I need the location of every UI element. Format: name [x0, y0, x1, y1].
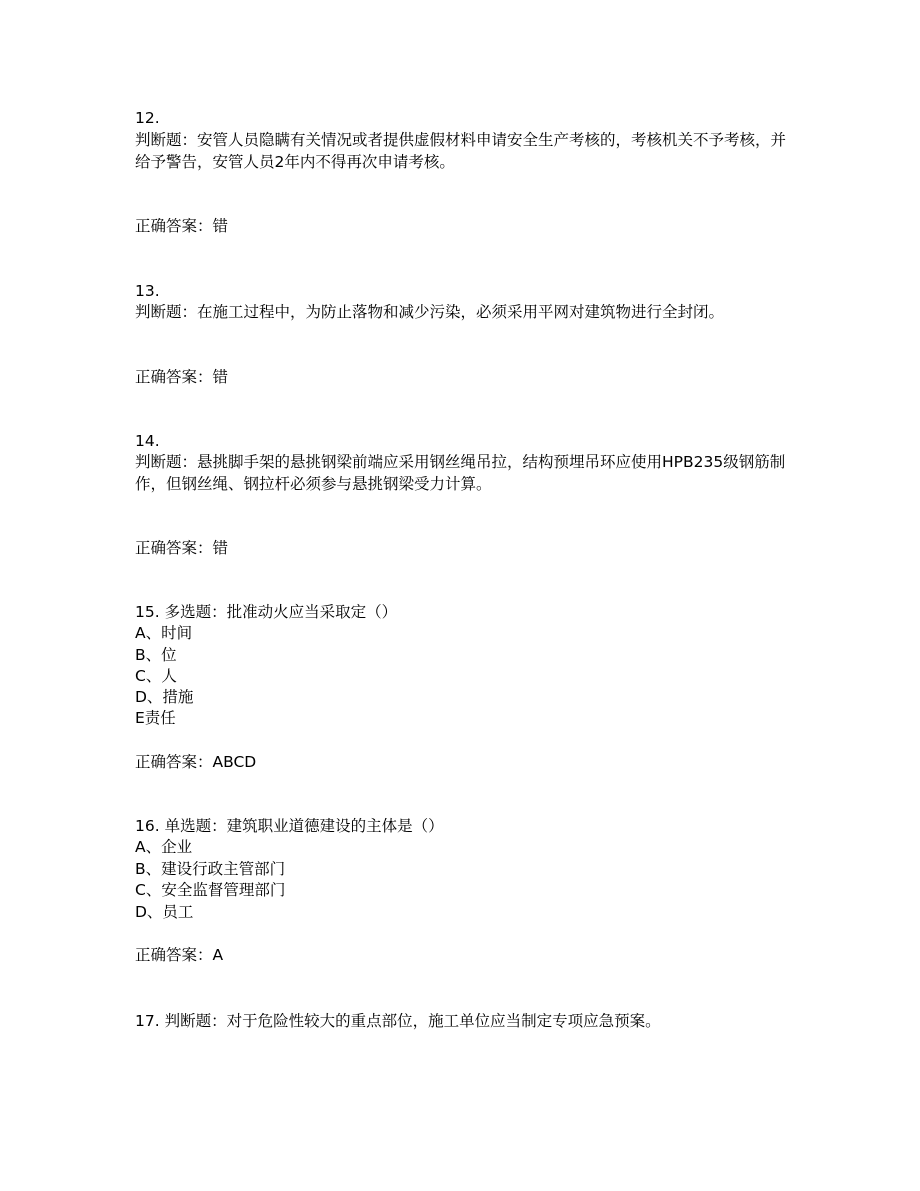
question-15-header: 15. 多选题：批准动火应当采取定（） — [135, 603, 398, 621]
question-13-text: 判断题：在施工过程中，为防止落物和减少污染，必须采用平网对建筑物进行全封闭。 — [135, 303, 725, 321]
question-14-number: 14. — [135, 432, 160, 450]
question-13-number: 13. — [135, 282, 160, 300]
question-14-text: 判断题：悬挑脚手架的悬挑钢梁前端应采用钢丝绳吊拉，结构预埋吊环应使用HPB235级钢筋制作，但钢丝绳、钢拉杆必须参与悬挑钢梁受力计算。 — [135, 453, 786, 493]
question-15-answer: 正确答案：ABCD — [135, 753, 257, 771]
question-13-answer: 正确答案：错 — [135, 368, 229, 386]
question-16-option-b: B、建设行政主管部门 — [135, 860, 286, 878]
question-15-option-b: B、位 — [135, 646, 177, 664]
question-16-option-a: A、企业 — [135, 838, 193, 856]
question-14-answer: 正确答案：错 — [135, 539, 229, 557]
question-16-option-d: D、员工 — [135, 903, 194, 921]
question-12-text: 判断题：安管人员隐瞒有关情况或者提供虚假材料申请安全生产考核的，考核机关不予考核，并给予警告，安管人员2年内不得再次申请考核。 — [135, 131, 787, 171]
question-16-header: 16. 单选题：建筑职业道德建设的主体是（） — [135, 817, 444, 835]
question-15-option-e: E责任 — [135, 709, 176, 727]
question-15-option-a: A、时间 — [135, 624, 193, 642]
question-16-answer: 正确答案：A — [135, 946, 224, 964]
question-15-option-d: D、措施 — [135, 688, 194, 706]
question-12-number: 12. — [135, 109, 160, 127]
question-16-option-c: C、安全监督管理部门 — [135, 881, 286, 899]
question-15-option-c: C、人 — [135, 667, 177, 685]
question-17-header: 17. 判断题：对于危险性较大的重点部位，施工单位应当制定专项应急预案。 — [135, 1012, 661, 1030]
question-12-answer: 正确答案：错 — [135, 217, 229, 235]
